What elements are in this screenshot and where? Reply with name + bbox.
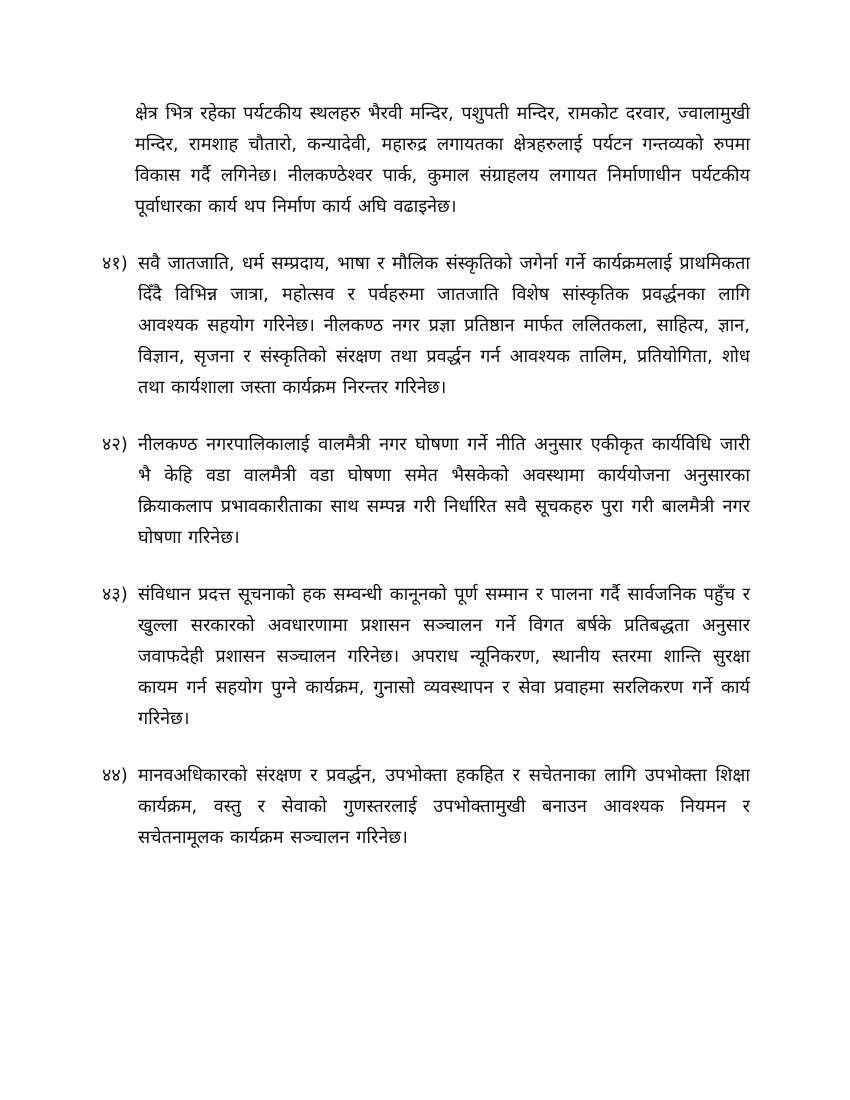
paragraph-44: [102, 760, 750, 853]
paragraph-text: मानवअधिकारको संरक्षण र प्रवर्द्धन, उपभोक्ता हकहित र सचेतनाका लागि उपभोक्ता शिक्षा कार्यक्रम, वस्तु र सेवाको गुणस्तरलाई उपभोक्तामुखी बनाउन आवश्यक नियमन र सचेतनामूलक कार्यक्रम सञ्चालन गरिनेछ।: [138, 765, 750, 848]
paragraph-number: ४३): [102, 584, 128, 605]
paragraph-number: ४१): [102, 253, 128, 274]
paragraph-text: नीलकण्ठ नगरपालिकालाई वालमैत्री नगर घोषणा गर्ने नीति अनुसार एकीकृत कार्यविधि जारी भै केहि वडा वालमैत्री वडा घोषणा समेत भैसकेको अवस्थामा कार्ययोजना अनुसारका क्रियाकलाप प्रभावकारीताका साथ सम्पन्न गरी निर्धारित सवै सूचकहरु पुरा गरी बालमैत्री नगर घोषणा गरिनेछ।: [138, 434, 750, 548]
paragraph-text: सवै जातजाति, धर्म सम्प्रदाय, भाषा र मौलिक संस्कृतिको जगेर्ना गर्ने कार्यक्रमलाई प्राथमिकता दिँदै विभिन्न जात्रा, महोत्सव र पर्वहरुमा जातजाति विशेष सांस्कृतिक प्रवर्द्धनका लागि आवश्यक सहयोग गरिनेछ। नीलकण्ठ नगर प्रज्ञा प्रतिष्ठान मार्फत ललितकला, साहित्य, ज्ञान, विज्ञान, सृजना र संस्कृतिको संरक्षण तथा प्रवर्द्धन गर्न आवश्यक तालिम, प्रतियोगिता, शोध तथा कार्यशाला जस्ता कार्यक्रम निरन्तर गरिनेछ।: [138, 253, 750, 398]
paragraph-42: [102, 429, 750, 553]
paragraph-number: ४२): [102, 434, 128, 455]
paragraph-text: संविधान प्रदत्त सूचनाको हक सम्वन्धी कानूनको पूर्ण सम्मान र पालना गर्दै सार्वजनिक पहुँच र खुल्ला सरकारको अवधारणामा प्रशासन सञ्चालन गर्ने विगत बर्षके प्रतिबद्धता अनुसार जवाफदेही प्रशासन सञ्चालन गरिनेछ। अपराध न्यूनिकरण, स्थानीय स्तरमा शान्ति सुरक्षा कायम गर्न सहयोग पुग्ने कार्यक्रम, गुनासो व्यवस्थापन र सेवा प्रवाहमा सरलिकरण गर्ने कार्य गरिनेछ।: [138, 584, 750, 729]
paragraph-number: ४४): [102, 765, 128, 786]
paragraph-43: [102, 579, 750, 734]
paragraph-41: [102, 248, 750, 403]
paragraph-continued: [102, 98, 750, 222]
paragraph-text: क्षेत्र भित्र रहेका पर्यटकीय स्थलहरु भैरवी मन्दिर, पशुपती मन्दिर, रामकोट दरवार, ज्वालामुखी मन्दिर, रामशाह चौतारो, कन्यादेवी, महारुद्र लगायतका क्षेत्रहरुलाई पर्यटन गन्तव्यको रुपमा विकास गर्दै लगिनेछ। नीलकण्ठेश्वर पार्क, कुमाल संग्राहलय लगायत निर्माणाधीन पर्यटकीय पूर्वाधारका कार्य थप निर्माण कार्य अघि वढाइनेछ।: [135, 103, 750, 217]
